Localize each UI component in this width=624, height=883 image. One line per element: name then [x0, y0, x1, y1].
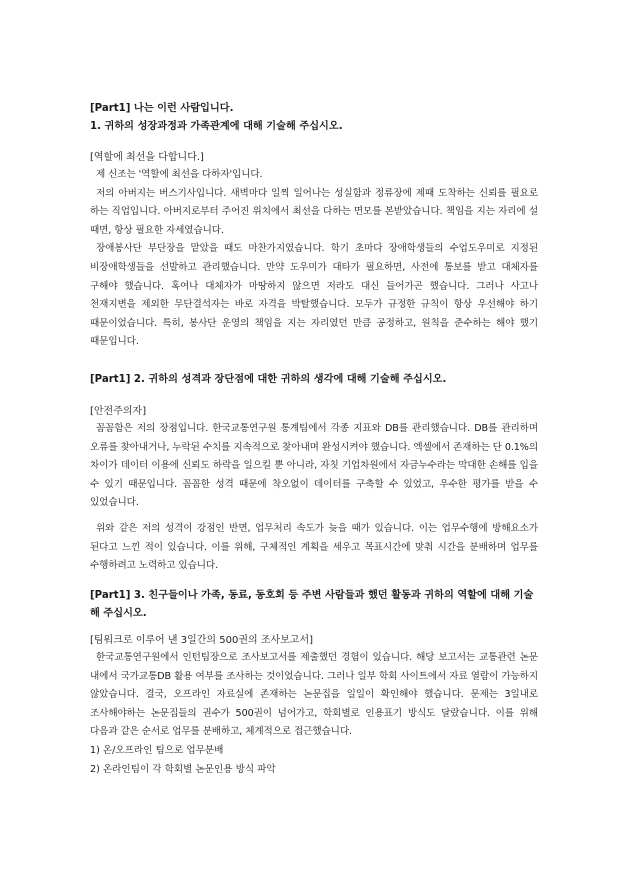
part1-paragraph: 장애봉사단 부단장을 맡았을 때도 마찬가지였습니다. 학기 초마다 장애학생들의 수업도우미로 지정된 비장애학생들을 선발하고 관리했습니다. 만약 도우미가 대타가 필요하면, 사전에 통보를 받고 대체자를 구해야 했습니다. 혹여나 대체자가 마땅하지 않으면 저라도 대신 들어가곤 했습니다. 그러나 사고나 천재지변을 제외한 무단결석자는 바로 자격을 박탈했습니다. 모두가 규정한 규칙이 항상 우선해야 하기 때문이었습니다. 특히, 봉사단 운영의 책임을 지는 자리였던 만큼 공정하고, 원칙을 준수하는 해야 했기 때문입니다.	[90, 243, 538, 348]
list-item: 1) 온/오프라인 팀으로 업무분배	[90, 744, 224, 756]
part1-answer	[90, 150, 538, 352]
part2-paragraph: 꼼꼼함은 저의 장점입니다. 한국교통연구원 통계팀에서 각종 지표와 DB를 관리했습니다. DB를 관리하며 오류를 찾아내거나, 누락된 수치를 지속적으로 찾아내며 완성시켜야 했습니다. 엑셀에서 존재하는 단 0.1%의 차이가 데이터 이용에 신뢰도 하락을 일으킬 뿐 아니라, 자칫 기업차원에서 자금누수라는 막대한 손해를 입을 수 있기 때문입니다. 꼼꼼한 성격 때문에 착오없이 데이터를 구축할 수 있었고, 우수한 평가를 받을 수 있었습니다.	[90, 423, 538, 509]
part2-section	[90, 371, 538, 389]
part1-paragraph: 제 신조는 '역할에 최선을 다하자'입니다.	[96, 169, 263, 180]
part3-question: [Part1] 3. 친구들이나 가족, 동료, 동호회 등 주변 사람들과 했던 활동과 귀하의 역할에 대해 기술해 주십시오.	[90, 590, 534, 619]
part1-paragraph: 저의 아버지는 버스기사입니다. 새벽마다 일찍 일어나는 성실함과 정류장에 제때 도착하는 신뢰를 필요로 하는 직업입니다. 아버지로부터 주어진 위치에서 최선을 다하는 면모를 본받았습니다. 책임을 지는 자리에 설 때면, 항상 필요한 자세였습니다.	[90, 187, 538, 236]
list-item: 2) 온라인팀이 각 학회별 논문인용 방식 파악	[90, 763, 276, 775]
part2-answer-cont	[90, 520, 538, 576]
part3-tag: [팀워크로 이루어 낸 3일간의 500권의 조사보고서]	[90, 635, 314, 646]
part2-tag: [안전주의자]	[90, 406, 147, 417]
part2-answer	[90, 404, 538, 513]
part2-paragraph: 위와 같은 저의 성격이 강점인 반면, 업무처리 속도가 늦을 때가 있습니다. 이는 업무수행에 방해요소가 된다고 느낀 적이 있습니다. 이를 위해, 구체적인 계획을 세우고 목표시간에 맞춰 시간을 분배하며 업무를 수행하려고 노력하고 있습니다.	[90, 523, 538, 572]
part3-paragraph: 한국교통연구원에서 인턴팀장으로 조사보고서를 제출했던 경험이 있습니다. 해당 보고서는 교통관련 논문 내에서 국가교통DB 활용 여부를 조사하는 것이었습니다. 그러나 일부 학회 사이트에서 자료 열람이 가능하지 않았습니다. 결국, 오프라인 자료실에 존재하는 논문집을 일일이 확인해야 했습니다. 문제는 3일내로 조사해야하는 논문집들의 권수가 500권이 넘어가고, 학회별로 인용표기 방식도 달랐습니다. 이를 위해 다음과 같은 순서로 업무를 분배하고, 체계적으로 접근했습니다.	[90, 652, 538, 738]
part2-question: [Part1] 2. 귀하의 성격과 장단점에 대한 귀하의 생각에 대해 기술해 주십시오.	[90, 374, 447, 385]
part3-answer	[90, 633, 538, 779]
part1-title: [Part1] 나는 이런 사람입니다.	[90, 103, 234, 114]
part1-question: 1. 귀하의 성장과정과 가족관계에 대해 기술해 주십시오.	[90, 121, 343, 132]
part3-section	[90, 587, 538, 623]
part1-tag: [역할에 최선을 다합니다.]	[90, 152, 204, 163]
part1-section	[90, 100, 538, 136]
